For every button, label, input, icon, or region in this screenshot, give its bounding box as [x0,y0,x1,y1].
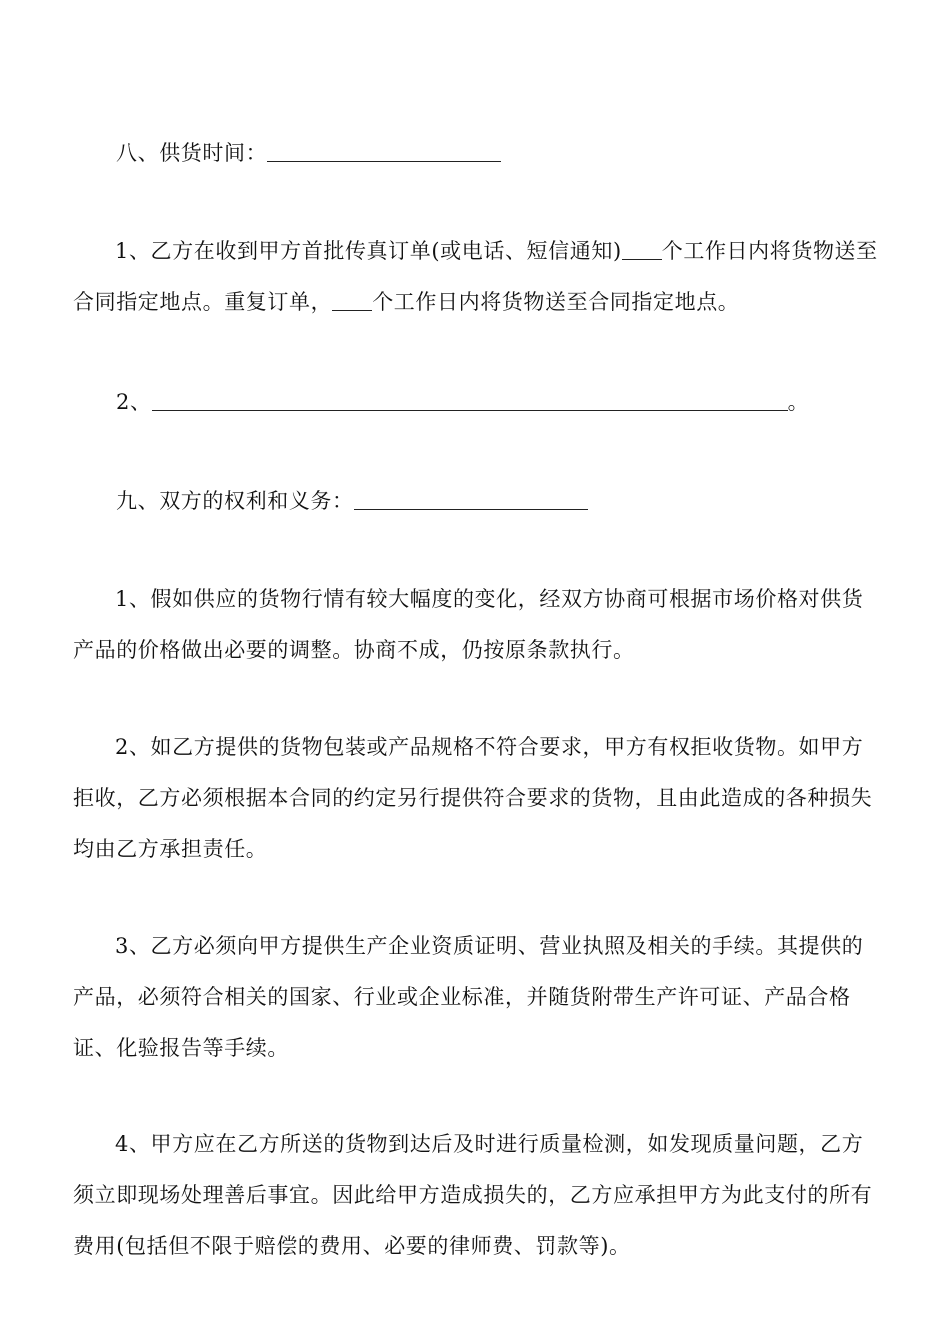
section-8-blank [267,141,501,162]
section-8-item-1-blank-a [622,239,662,260]
section-9-item-4: 4、甲方应在乙方所送的货物到达后及时进行质量检测，如发现质量问题，乙方须立即现场处理善后事宜。因此给甲方造成损失的，乙方应承担甲方为此支付的所有费用(包括但不限于赔偿的费用、必要的律师费、罚款等)。 [73,1132,873,1258]
section-9-item-3: 3、乙方必须向甲方提供生产企业资质证明、营业执照及相关的手续。其提供的产品，必须符合相关的国家、行业或企业标准，并随货附带生产许可证、产品合格证、化验报告等手续。 [73,934,864,1060]
section-8-item-1-middle: 个工作日内将货物送至合同指定地点。重复订单， [73,239,878,314]
section-8-item-2-suffix: 。 [787,390,810,414]
section-8-heading-text: 八、供货时间： [116,141,268,165]
section-8-item-2 [116,377,809,428]
section-8-heading [116,128,501,179]
section-9-heading [116,476,588,527]
section-9-item-1: 1、假如供应的货物行情有较大幅度的变化，经双方协商可根据市场价格对供货产品的价格做出必要的调整。协商不成，仍按原条款执行。 [73,587,864,662]
section-9-item-2: 2、如乙方提供的货物包装或产品规格不符合要求，甲方有权拒收货物。如甲方拒收，乙方必须根据本合同的约定另行提供符合要求的货物，且由此造成的各种损失均由乙方承担责任。 [73,735,873,861]
section-8-item-2-blank [152,390,788,411]
section-8-item-2-prefix: 2、 [116,390,152,414]
section-9-blank [354,489,588,510]
section-8-item-1-prefix: 1、乙方在收到甲方首批传真订单(或电话、短信通知) [115,239,622,263]
section-8-item-1-suffix: 个工作日内将货物送至合同指定地点。 [372,290,740,314]
section-8-item-1-blank-b [332,290,372,311]
section-9-heading-text: 九、双方的权利和义务： [116,489,354,513]
section-8-item-1 [73,226,879,328]
